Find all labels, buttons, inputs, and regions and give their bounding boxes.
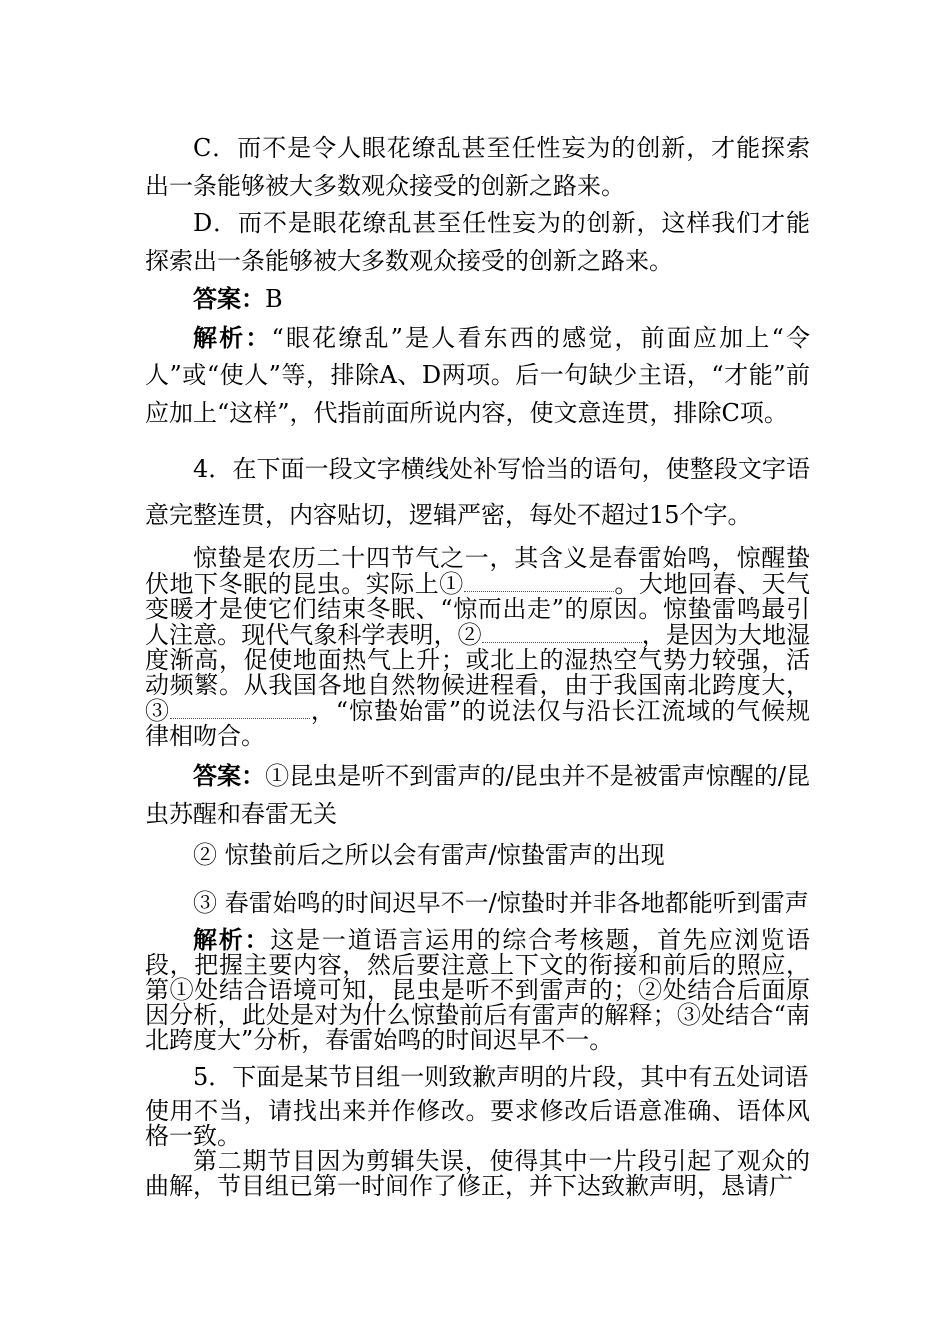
q4-blank-1-line [464,571,614,592]
q3-option-d: D．而不是眼花缭乱甚至任性妄为的创新，这样我们才能探索出一条能够被大多数观众接受的创新之路来。 [145,209,810,275]
q3-answer-value: B [265,285,283,313]
q4-answer-3: ③ 春雷始鸣的时间迟早不一/惊蛰时并非各地都能听到雷声 [193,889,809,917]
q4-analysis-text: 这是一道语言运用的综合考核题，首先应浏览语段，把握主要内容，然后要注意上下文的衔接和前后的照应，第①处结合语境可知，昆虫是听不到雷声的；②处结合后面原因分析，此处是对为什么惊蛰前后有雷声的解释；③处结合“南北跨度大”分析，春雷始鸣的时间迟早不一。 [145,926,811,1054]
q4-blank-2-line [482,622,642,643]
q3-analysis-text: “眼花缭乱”是人看东西的感觉，前面应加上“令人”或“使人”等，排除A、D两项。后一句缺少主语，“才能”前应加上“这样”，代指前面所说内容，使文意连贯，排除C项。 [145,323,811,427]
q3-analysis [145,319,810,433]
q4-stem: 4．在下面一段文字横线处补写恰当的语句，使整段文字语意完整连贯，内容贴切，逻辑严密，每处不超过15个字。 [145,455,810,529]
q4-blank-3[interactable] [145,697,310,725]
q4-answer-1: ①昆虫是听不到雷声的/昆虫并不是被雷声惊醒的/昆虫苏醒和春雷无关 [145,762,811,828]
q4-blank-2[interactable] [458,621,642,649]
q5-stem-line1: 5．下面是某节目组一则致歉声明的片段，其中有五处词语 [193,1063,809,1091]
q3-analysis-label: 解析： [193,322,272,352]
q3-answer [145,280,810,319]
q4-blank-3-line [170,698,310,719]
q4-passage-part2: 。大地回春、天气变暖才是使它们结束冬眠、“惊而出走”的原因。惊蛰雷鸣最引人注意。现代气象科学表明， [145,570,811,649]
q4-blank-1[interactable] [439,570,614,598]
q4-analysis [145,927,810,1053]
document-page [145,130,810,1199]
q4-passage-part1: 惊蛰是农历二十四节气之一，其含义是春雷始鸣，惊醒蛰伏地下冬眠的昆虫。实际上 [145,544,810,598]
q4-passage-part3: ，是因为大地湿度渐高，促使地面热气上升；或北上的湿热空气势力较强，活动频繁。从我国各地自然物候进程看，由于我国南北跨度大， [145,621,811,699]
q4-answer [145,757,810,833]
q4-answer-2: ② 惊蛰前后之所以会有雷声/惊蛰雷声的出现 [193,841,665,869]
q3-option-c: C．而不是令人眼花缭乱甚至任性妄为的创新，才能探索出一条能够被大多数观众接受的创新之路来。 [145,134,810,200]
q4-blank-1-marker: ① [439,570,464,598]
q5-passage: 第二期节目因为剪辑失误，使得其中一片段引起了观众的曲解，节目组已第一时间作了修正，并下达致歉声明，恳请广 [145,1147,810,1200]
q4-passage [145,546,810,749]
q5-stem-line2: 使用不当，请找出来并作修改。要求修改后语意准确、语体风格一致。 [145,1097,810,1150]
q3-answer-label: 答案： [193,284,265,313]
q4-answer-label: 答案： [193,761,266,790]
q4-blank-2-marker: ② [457,621,482,649]
q4-analysis-label: 解析： [193,925,271,954]
q4-passage-part4: ，“惊蛰始雷”的说法仅与沿长江流域的气候规律相吻合。 [145,697,810,750]
q4-blank-3-marker: ③ [145,697,170,725]
